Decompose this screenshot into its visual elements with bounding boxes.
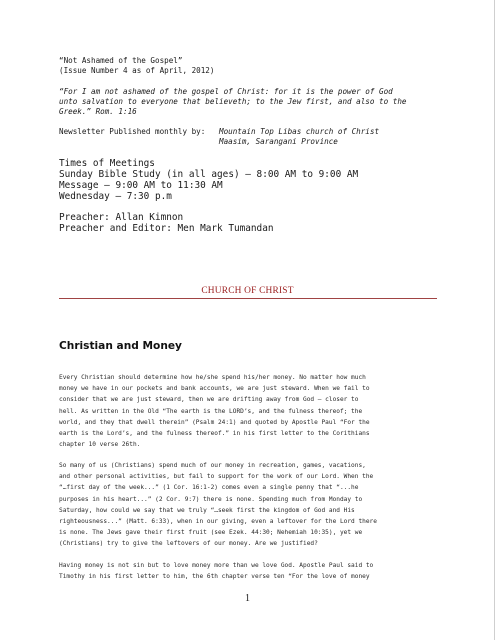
paragraph-line: Timothy in his first letter to him, the 6th chapter verse ten “For the love of money <box>59 573 370 581</box>
meeting-item: Sunday Bible Study (in all ages) – 8:00 AM to 9:00 AM <box>59 169 359 180</box>
masthead <box>59 56 214 76</box>
meeting-item: Wednesday – 7:30 p.m <box>59 191 172 202</box>
paragraph-line: is none. The Jews gave their first fruit (see Ezek. 44:30; Nehemiah 10:35), yet we <box>59 529 363 537</box>
verse-line: “For I am not ashamed of the gospel of Christ: for it is the power of God <box>59 87 393 96</box>
paragraph-line: world, and they that dwell therein” (Psalm 24:1) and quoted by Apostle Paul “For the <box>59 418 370 426</box>
meetings-heading: Times of Meetings <box>59 158 155 169</box>
article-title: Christian and Money <box>59 340 182 352</box>
preacher-line: Preacher: Allan Kimnon <box>59 212 184 223</box>
page-number: 1 <box>245 593 250 604</box>
verse-line: Greek.” Rom. 1:16 <box>59 107 137 117</box>
meeting-item: Message – 9:00 AM to 11:30 AM <box>59 180 223 191</box>
publisher-label: Newsletter Published monthly by: <box>59 127 206 136</box>
paragraph-line: hell. As written in the Old “The earth is the LORD’s, and the fulness thereof; the <box>59 407 363 415</box>
paragraph-line: Having money is not sin but to love money more than we love God. Apostle Paul said to <box>59 562 374 569</box>
paragraph-line: chapter 10 verse 26th. <box>59 441 141 449</box>
paragraph-line: money we have in our pockets and bank accounts, we are just steward. When we fail to <box>59 385 370 393</box>
article-paragraph-1 <box>59 372 439 450</box>
article-paragraph-2 <box>59 460 439 550</box>
paragraph-line: “…first day of the week...” (1 Cor. 16:1-2) comes even a single penny that “...he <box>59 484 359 492</box>
meetings-block <box>59 158 358 202</box>
paragraph-line: So many of us (Christians) spend much of our money in recreation, games, vacations, <box>59 462 366 469</box>
verse-line: unto salvation to everyone that believeth; to the Jew first, and also to the <box>59 97 407 107</box>
article-paragraph-3 <box>59 560 439 582</box>
scripture-verse <box>59 87 406 118</box>
section-divider <box>59 298 437 299</box>
paragraph-line: Every Christian should determine how he/she spend his/her money. No matter how much <box>59 374 366 381</box>
paragraph-line: earth is the Lord’s, and the fulness thereof.” in his first letter to the Corithians <box>59 430 370 438</box>
paragraph-line: consider that we are just steward, then we are drifting away from God – closer to <box>59 396 359 404</box>
paragraph-line: and other personal activities, but fail to support for the work of our Lord. When the <box>59 473 374 481</box>
paragraph-line: (Christians) try to give the leftovers of our money. Are we justified? <box>59 540 318 548</box>
paragraph-line: righteousness...” (Matt. 6:33), when in our giving, even a leftover for the Lord there <box>59 518 377 526</box>
section-title: CHURCH OF CHRIST <box>201 286 294 296</box>
staff-block <box>59 212 273 234</box>
editor-line: Preacher and Editor: Men Mark Tumandan <box>59 223 274 234</box>
publisher-info <box>219 127 379 147</box>
issue-number: (Issue Number 4 as of April, 2012) <box>59 66 215 76</box>
publisher-location: Maasim, Sarangani Province <box>219 137 338 147</box>
issue-title: “Not Ashamed of the Gospel” <box>59 56 183 65</box>
paragraph-line: purposes in his heart...” (2 Cor. 9:7) there is none. Spending much from Monday to <box>59 495 363 503</box>
publisher-name: Mountain Top Libas church of Christ <box>219 127 380 136</box>
paragraph-line: Saturday, how could we say that we truly “…seek first the kingdom of God and His <box>59 506 355 514</box>
